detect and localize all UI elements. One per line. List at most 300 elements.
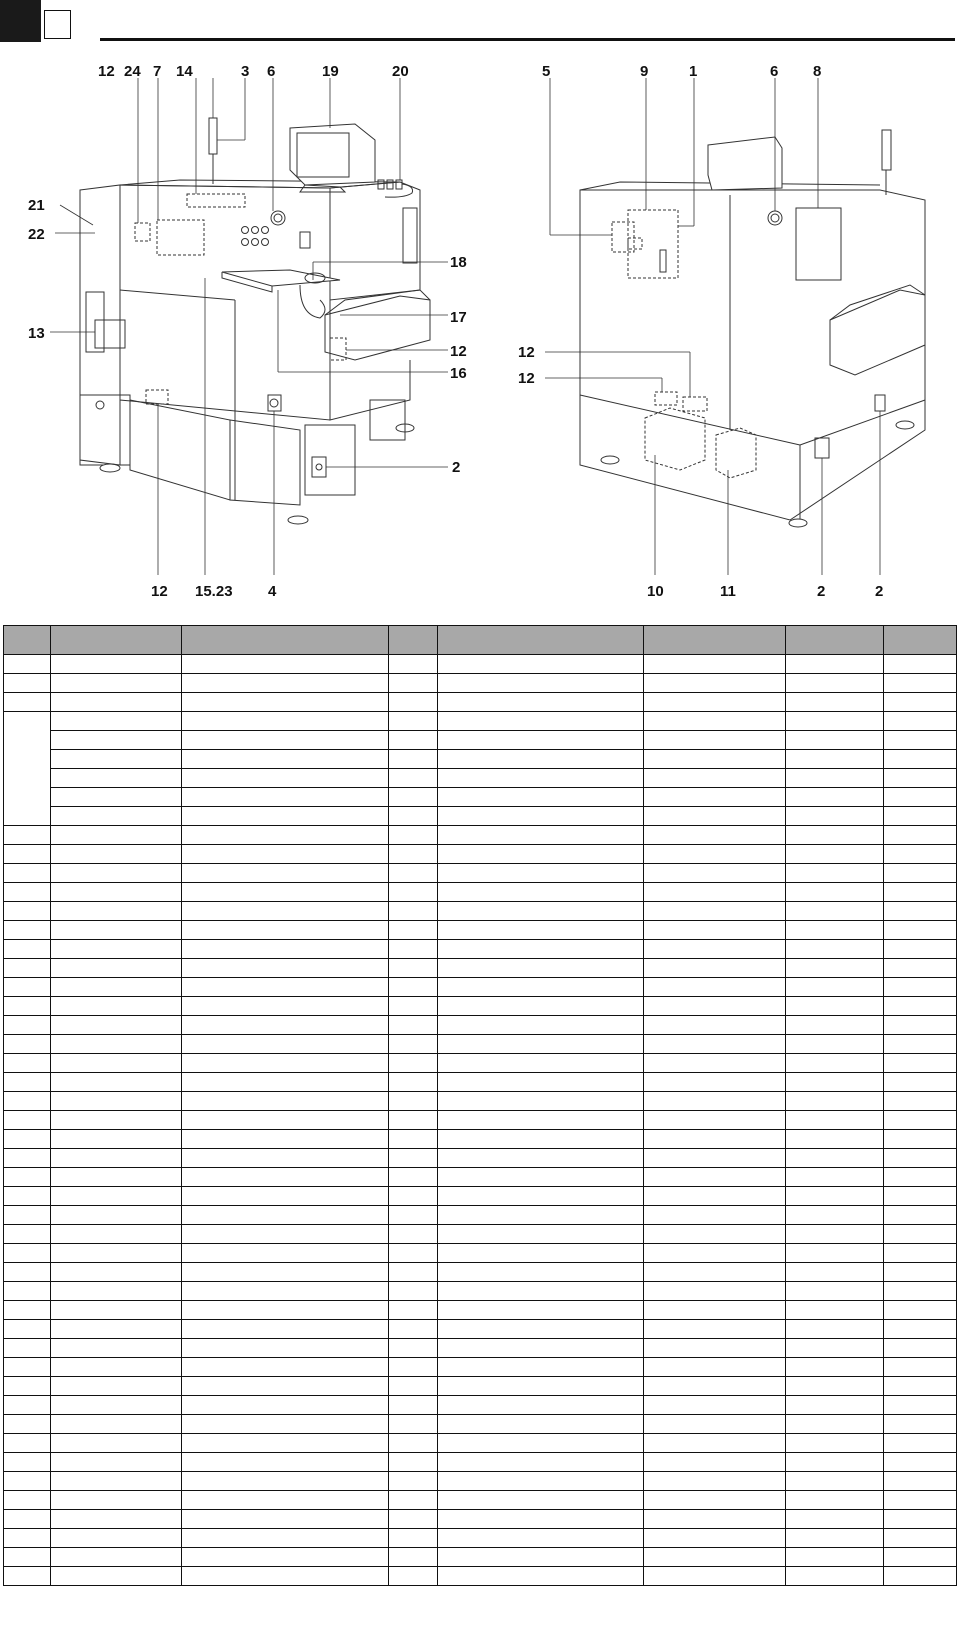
left-leader-lines xyxy=(50,78,448,575)
table-cell xyxy=(389,1472,437,1491)
table-cell xyxy=(883,1567,957,1586)
table-cell xyxy=(883,1092,957,1111)
table-cell xyxy=(883,1035,957,1054)
table-cell xyxy=(4,940,51,959)
table-cell xyxy=(644,1529,786,1548)
table-cell xyxy=(883,1415,957,1434)
table-cell xyxy=(644,1415,786,1434)
table-cell xyxy=(437,1168,643,1187)
table-cell xyxy=(389,1339,437,1358)
table-cell xyxy=(644,1206,786,1225)
table-cell xyxy=(182,883,389,902)
table-cell xyxy=(437,1263,643,1282)
table-cell xyxy=(437,1035,643,1054)
table-cell xyxy=(785,1301,883,1320)
table-cell xyxy=(437,1491,643,1510)
table-cell xyxy=(182,693,389,712)
table-cell xyxy=(644,940,786,959)
table-cell xyxy=(51,997,182,1016)
table-cell xyxy=(389,655,437,674)
table-cell xyxy=(182,1149,389,1168)
table-cell xyxy=(644,788,786,807)
callout-20: 20 xyxy=(392,63,409,80)
callout-11: 11 xyxy=(720,583,736,600)
table-cell xyxy=(4,1111,51,1130)
table-cell xyxy=(182,1092,389,1111)
table-cell xyxy=(437,1111,643,1130)
table-row xyxy=(4,1491,957,1510)
table-row xyxy=(4,1187,957,1206)
table-cell xyxy=(51,1377,182,1396)
table-cell xyxy=(883,1358,957,1377)
table-body xyxy=(4,655,957,1586)
table-cell xyxy=(4,1415,51,1434)
table-cell xyxy=(644,978,786,997)
table-cell xyxy=(389,1377,437,1396)
table-cell xyxy=(4,1092,51,1111)
table-cell xyxy=(437,902,643,921)
table-row xyxy=(4,712,957,731)
table-cell xyxy=(785,1434,883,1453)
callout-21: 21 xyxy=(28,197,45,214)
table-cell xyxy=(883,845,957,864)
table-cell xyxy=(4,1320,51,1339)
table-row xyxy=(4,883,957,902)
table-cell xyxy=(4,712,51,826)
table-cell xyxy=(182,826,389,845)
table-cell xyxy=(4,1434,51,1453)
table-cell xyxy=(785,788,883,807)
table-cell xyxy=(644,1358,786,1377)
table-cell xyxy=(785,1206,883,1225)
table-cell xyxy=(883,1054,957,1073)
table-cell xyxy=(389,1510,437,1529)
table-cell xyxy=(389,712,437,731)
table-cell xyxy=(883,1320,957,1339)
table-row xyxy=(4,750,957,769)
table-cell xyxy=(51,1320,182,1339)
table-cell xyxy=(51,1092,182,1111)
callout-15-23: 15.23 xyxy=(195,583,233,600)
table-cell xyxy=(4,1149,51,1168)
table-cell xyxy=(883,1548,957,1567)
table-cell xyxy=(883,1073,957,1092)
table-cell xyxy=(437,864,643,883)
table-cell xyxy=(785,1491,883,1510)
table-cell xyxy=(51,921,182,940)
machine-drawings xyxy=(0,0,958,620)
table-cell xyxy=(785,1149,883,1168)
table-cell xyxy=(437,1434,643,1453)
table-cell xyxy=(883,750,957,769)
table-cell xyxy=(437,959,643,978)
table-cell xyxy=(785,921,883,940)
table-cell xyxy=(51,1415,182,1434)
table-cell xyxy=(182,674,389,693)
table-cell xyxy=(4,1168,51,1187)
table-cell xyxy=(437,1415,643,1434)
table-cell xyxy=(389,1434,437,1453)
table-cell xyxy=(4,1263,51,1282)
table-cell xyxy=(785,655,883,674)
table-cell xyxy=(644,1510,786,1529)
table-cell xyxy=(883,1472,957,1491)
table-cell xyxy=(4,674,51,693)
table-cell xyxy=(437,1149,643,1168)
table-cell xyxy=(785,997,883,1016)
table-cell xyxy=(437,1339,643,1358)
table-cell xyxy=(644,1263,786,1282)
callout-24: 24 xyxy=(124,63,141,80)
table-cell xyxy=(389,693,437,712)
table-cell xyxy=(182,712,389,731)
table-cell xyxy=(182,731,389,750)
table-cell xyxy=(389,1263,437,1282)
table-cell xyxy=(182,1035,389,1054)
table-cell xyxy=(4,1453,51,1472)
table-cell xyxy=(785,826,883,845)
table-cell xyxy=(644,845,786,864)
table-cell xyxy=(883,1187,957,1206)
table-cell xyxy=(785,978,883,997)
table-cell xyxy=(883,1168,957,1187)
table-cell xyxy=(437,1092,643,1111)
table-cell xyxy=(4,1035,51,1054)
table-cell xyxy=(389,883,437,902)
table-cell xyxy=(883,1130,957,1149)
table-cell xyxy=(182,940,389,959)
table-cell xyxy=(182,1054,389,1073)
table-cell xyxy=(182,1529,389,1548)
callout-10: 10 xyxy=(647,583,664,600)
specification-table xyxy=(3,625,957,1586)
table-cell xyxy=(51,978,182,997)
table-cell xyxy=(437,1453,643,1472)
table-cell xyxy=(4,978,51,997)
table-cell xyxy=(182,1073,389,1092)
table-cell xyxy=(182,1358,389,1377)
table-cell xyxy=(182,750,389,769)
table-cell xyxy=(4,1548,51,1567)
table-cell xyxy=(389,1206,437,1225)
table-cell xyxy=(182,959,389,978)
table-cell xyxy=(644,731,786,750)
table-cell xyxy=(883,978,957,997)
table-cell xyxy=(644,750,786,769)
table-cell xyxy=(437,769,643,788)
table-row xyxy=(4,769,957,788)
table-cell xyxy=(389,978,437,997)
table-cell xyxy=(883,769,957,788)
table-cell xyxy=(389,997,437,1016)
table-cell xyxy=(437,655,643,674)
table-cell xyxy=(883,1263,957,1282)
table-cell xyxy=(389,902,437,921)
table-row xyxy=(4,826,957,845)
callout-8: 8 xyxy=(813,63,822,80)
table-cell xyxy=(883,883,957,902)
table-cell xyxy=(4,1054,51,1073)
table-cell xyxy=(182,1472,389,1491)
table-cell xyxy=(785,693,883,712)
table-cell xyxy=(785,750,883,769)
callout-14: 14 xyxy=(176,63,193,80)
table-cell xyxy=(785,1092,883,1111)
table-cell xyxy=(182,1510,389,1529)
table-cell xyxy=(883,731,957,750)
table-cell xyxy=(4,921,51,940)
table-cell xyxy=(182,978,389,997)
table-cell xyxy=(785,1415,883,1434)
callout-5: 5 xyxy=(542,63,551,80)
table-cell xyxy=(51,655,182,674)
table-cell xyxy=(644,883,786,902)
table-cell xyxy=(51,1396,182,1415)
table-cell xyxy=(4,1377,51,1396)
table-cell xyxy=(644,807,786,826)
table-row xyxy=(4,1434,957,1453)
table-cell xyxy=(51,1149,182,1168)
table-cell xyxy=(51,845,182,864)
table-cell xyxy=(785,807,883,826)
table-cell xyxy=(883,864,957,883)
table-cell xyxy=(389,1282,437,1301)
table-cell xyxy=(437,1320,643,1339)
table-row xyxy=(4,1035,957,1054)
table-cell xyxy=(51,826,182,845)
table-cell xyxy=(4,1510,51,1529)
table-cell xyxy=(182,1491,389,1510)
table-row xyxy=(4,693,957,712)
table-cell xyxy=(644,769,786,788)
table-cell xyxy=(389,1529,437,1548)
table-cell xyxy=(437,1472,643,1491)
table-row xyxy=(4,1130,957,1149)
table-cell xyxy=(644,1548,786,1567)
callout-4: 4 xyxy=(268,583,277,600)
table-cell xyxy=(51,674,182,693)
table-cell xyxy=(883,1244,957,1263)
table-cell xyxy=(644,1111,786,1130)
table-cell xyxy=(785,674,883,693)
table-cell xyxy=(883,693,957,712)
table-cell xyxy=(389,731,437,750)
table-cell xyxy=(644,1567,786,1586)
table-row xyxy=(4,1054,957,1073)
table-cell xyxy=(51,1529,182,1548)
table-cell xyxy=(785,1244,883,1263)
table-cell xyxy=(51,1054,182,1073)
table-cell xyxy=(182,1567,389,1586)
table-cell xyxy=(785,769,883,788)
callout-6: 6 xyxy=(267,63,276,80)
table-cell xyxy=(182,1377,389,1396)
table-cell xyxy=(182,1168,389,1187)
table-cell xyxy=(785,1054,883,1073)
table-cell xyxy=(644,1282,786,1301)
table-cell xyxy=(4,1529,51,1548)
table-cell xyxy=(4,1187,51,1206)
table-cell xyxy=(883,712,957,731)
table-cell xyxy=(437,674,643,693)
callout-2-r2: 2 xyxy=(875,583,884,600)
table-cell xyxy=(389,1415,437,1434)
table-cell xyxy=(389,674,437,693)
table-cell xyxy=(785,864,883,883)
table-cell xyxy=(785,1377,883,1396)
table-cell xyxy=(883,655,957,674)
table-cell xyxy=(4,1339,51,1358)
table-row xyxy=(4,674,957,693)
table-cell xyxy=(883,1225,957,1244)
callout-12-r1: 12 xyxy=(518,344,535,361)
panel-buttons xyxy=(242,227,269,246)
table-cell xyxy=(4,1567,51,1586)
table-cell xyxy=(389,1225,437,1244)
table-cell xyxy=(644,959,786,978)
table-cell xyxy=(644,1491,786,1510)
callout-12-bottom: 12 xyxy=(151,583,168,600)
table-cell xyxy=(785,1187,883,1206)
table-cell xyxy=(4,1016,51,1035)
table-cell xyxy=(437,1282,643,1301)
table-cell xyxy=(389,864,437,883)
table-cell xyxy=(389,788,437,807)
callout-17: 17 xyxy=(450,309,467,326)
table-cell xyxy=(182,997,389,1016)
table-cell xyxy=(785,1111,883,1130)
table-cell xyxy=(883,1453,957,1472)
table-cell xyxy=(389,1168,437,1187)
table-cell xyxy=(883,1301,957,1320)
table-row xyxy=(4,1529,957,1548)
table-cell xyxy=(182,1244,389,1263)
table-cell xyxy=(182,1225,389,1244)
table-cell xyxy=(437,826,643,845)
left-callouts xyxy=(28,63,467,600)
table-cell xyxy=(883,1434,957,1453)
table-cell xyxy=(389,1073,437,1092)
table-cell xyxy=(437,1244,643,1263)
table-row xyxy=(4,1472,957,1491)
table-row xyxy=(4,1301,957,1320)
table-cell xyxy=(4,655,51,674)
table-cell xyxy=(51,1301,182,1320)
callout-9: 9 xyxy=(640,63,649,80)
table-cell xyxy=(437,978,643,997)
table-cell xyxy=(437,1187,643,1206)
callout-6-right: 6 xyxy=(770,63,779,80)
table-row xyxy=(4,1396,957,1415)
callout-19: 19 xyxy=(322,63,339,80)
table-row xyxy=(4,1263,957,1282)
table-cell xyxy=(644,1434,786,1453)
table-row xyxy=(4,807,957,826)
table-cell xyxy=(51,1263,182,1282)
table-cell xyxy=(51,1282,182,1301)
table-cell xyxy=(389,1358,437,1377)
table-cell xyxy=(785,1472,883,1491)
table-cell xyxy=(883,807,957,826)
table-cell xyxy=(437,940,643,959)
table-cell xyxy=(389,1567,437,1586)
table-cell xyxy=(182,845,389,864)
table-cell xyxy=(785,883,883,902)
table-row xyxy=(4,940,957,959)
table-cell xyxy=(182,655,389,674)
table-cell xyxy=(644,1149,786,1168)
table-cell xyxy=(644,1035,786,1054)
table-header-row xyxy=(4,626,957,655)
table-cell xyxy=(883,1339,957,1358)
table-row xyxy=(4,1567,957,1586)
table-cell xyxy=(51,769,182,788)
table-cell xyxy=(437,845,643,864)
table-cell xyxy=(51,1206,182,1225)
table-cell xyxy=(644,1244,786,1263)
table-cell xyxy=(437,788,643,807)
table-cell xyxy=(51,959,182,978)
table-row xyxy=(4,1111,957,1130)
table-cell xyxy=(389,1111,437,1130)
table-cell xyxy=(4,1282,51,1301)
table-cell xyxy=(883,1529,957,1548)
table-cell xyxy=(389,1548,437,1567)
table-cell xyxy=(4,826,51,845)
table-row xyxy=(4,1092,957,1111)
table-cell xyxy=(51,1244,182,1263)
table-cell xyxy=(4,1225,51,1244)
table-cell xyxy=(785,1396,883,1415)
table-cell xyxy=(644,1016,786,1035)
table-cell xyxy=(644,864,786,883)
table-row xyxy=(4,921,957,940)
table-cell xyxy=(51,1548,182,1567)
table-cell xyxy=(182,1016,389,1035)
table-cell xyxy=(4,959,51,978)
table-cell xyxy=(51,883,182,902)
table-row xyxy=(4,1225,957,1244)
table-cell xyxy=(389,1453,437,1472)
table-row xyxy=(4,959,957,978)
table-cell xyxy=(182,1415,389,1434)
table-cell xyxy=(389,769,437,788)
table-cell xyxy=(785,1453,883,1472)
table-cell xyxy=(644,1453,786,1472)
table-cell xyxy=(785,1529,883,1548)
table-cell xyxy=(182,864,389,883)
table-cell xyxy=(51,940,182,959)
table-cell xyxy=(51,1035,182,1054)
callout-1: 1 xyxy=(689,63,698,80)
table-cell xyxy=(644,1339,786,1358)
table-cell xyxy=(389,845,437,864)
table-cell xyxy=(389,1244,437,1263)
callout-3: 3 xyxy=(241,63,250,80)
table-cell xyxy=(51,1111,182,1130)
table-row xyxy=(4,902,957,921)
table-cell xyxy=(4,883,51,902)
table-cell xyxy=(883,921,957,940)
table-cell xyxy=(785,1567,883,1586)
table-cell xyxy=(883,1510,957,1529)
table-cell xyxy=(4,1073,51,1092)
table-cell xyxy=(785,1073,883,1092)
table-cell xyxy=(182,1130,389,1149)
table-cell xyxy=(51,1472,182,1491)
table-cell xyxy=(389,1149,437,1168)
callout-7: 7 xyxy=(153,63,162,80)
